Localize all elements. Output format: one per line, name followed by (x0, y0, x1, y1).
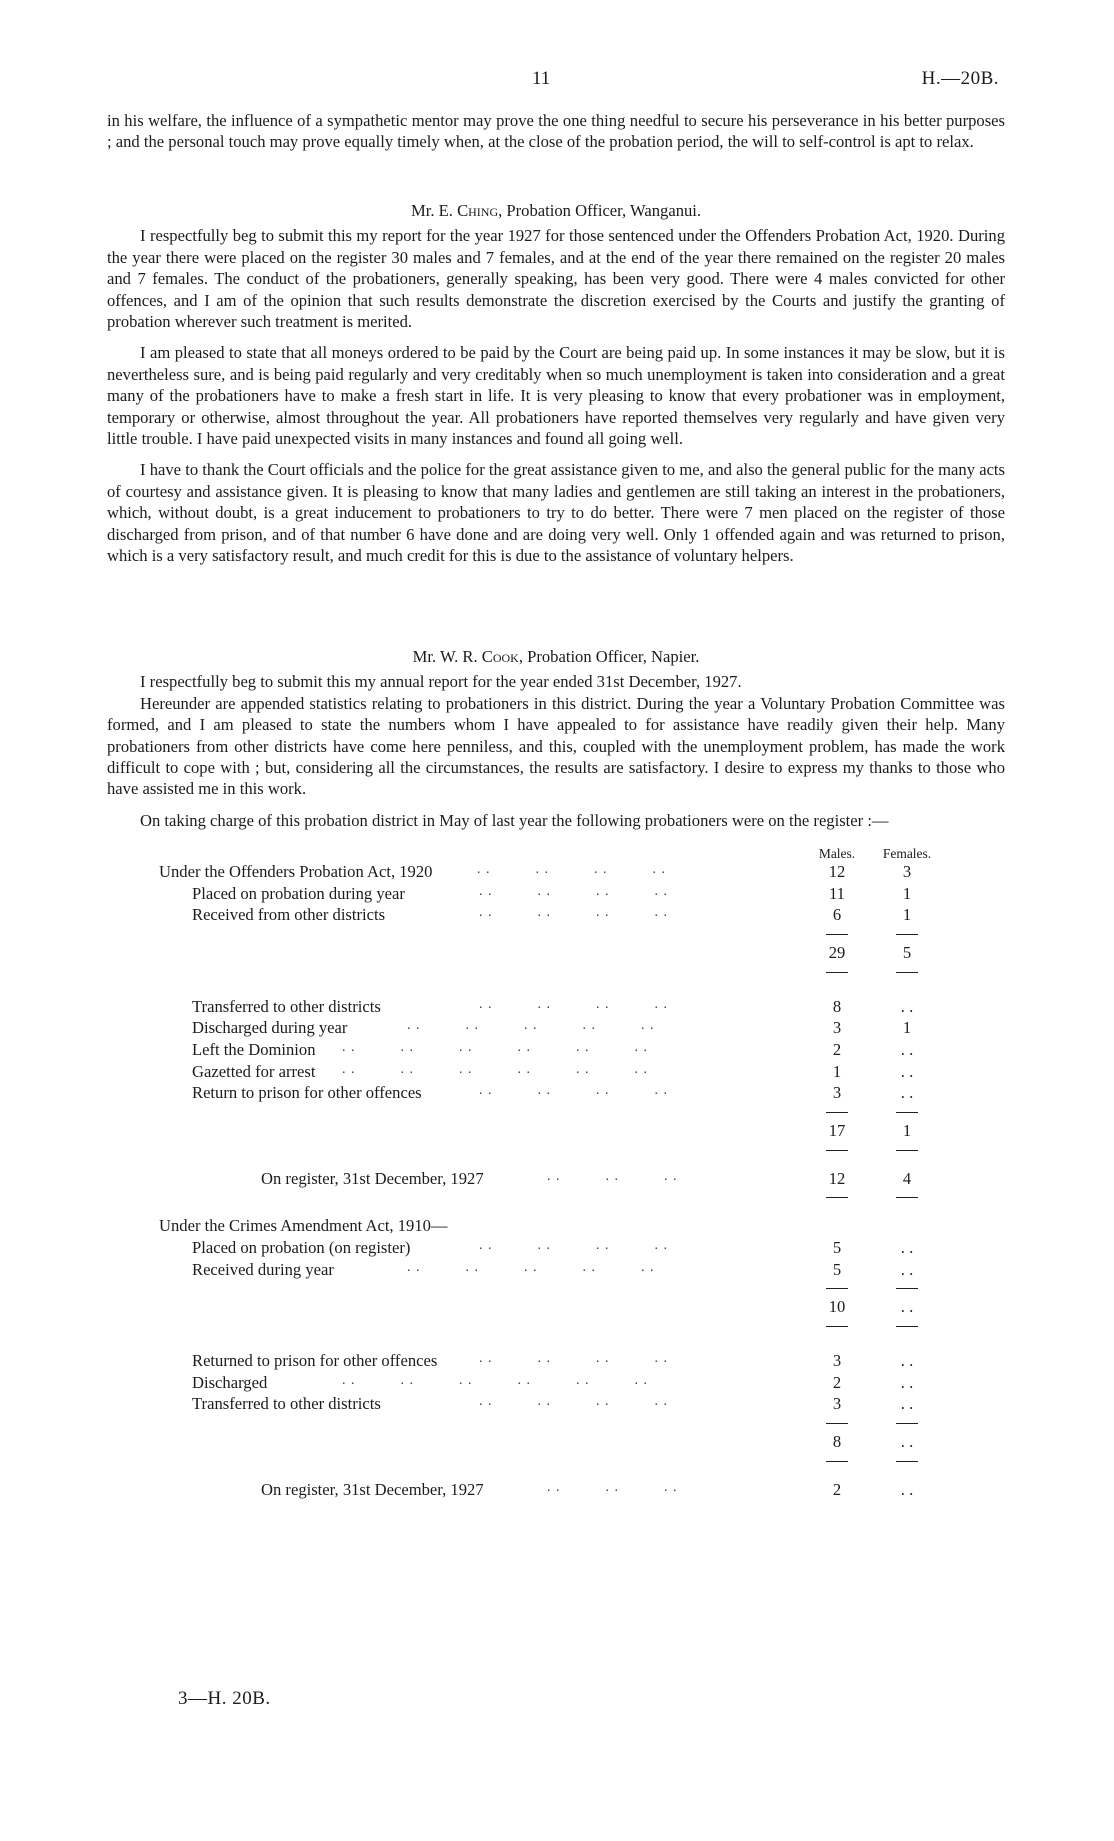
column-header-males: Males. (818, 846, 856, 861)
table-row: Return to prison for other offences . . . . . . . . 3 . . (192, 1083, 914, 1103)
cook-paragraph-1: I respectfully beg to submit this my annual report for the year ended 31st December, 1927. (140, 672, 742, 692)
cook-report (107, 646, 1005, 841)
table-row: Returned to prison for other offences . . . . . . . . 3 . . (192, 1351, 914, 1371)
table-row: Discharged . . . . . . . . . . . . 2 . . (192, 1372, 914, 1392)
table-row: Gazetted for arrest . . . . . . . . . . . . 1 . . (192, 1061, 914, 1081)
subtotal-row: 8 . . (832, 1431, 914, 1451)
text-block-top (107, 110, 1005, 163)
cook-heading: Mr. W. R. Cook, Probation Officer, Napier. (412, 647, 700, 666)
ching-heading: Mr. E. Ching, Probation Officer, Wanganui. (410, 201, 702, 220)
table-row: Transferred to other districts . . . . . . . . 3 . . (192, 1394, 914, 1414)
table-row: Under the Crimes Amendment Act, 1910— (159, 1216, 448, 1236)
ching-paragraph-1: I respectfully beg to submit this my report for the year 1927 for those sentenced under the Offenders Probation Act, 1920. During the year there were placed on the register 30 males and 7 females, and at the end of the year there remained on the register 20 males and 7 females. The conduct of the probationers, generally speaking, has been very good. There were 4 males convicted for other offences, and I am of the opinion that such results demonstrate the discretion exercised by the Courts and justify the granting of probation wherever such treatment is merited. (107, 226, 1005, 332)
table-row: Left the Dominion . . . . . . . . . . . . 2 . . (192, 1039, 914, 1059)
table-row: Under the Offenders Probation Act, 1920 . . . . . . . . 12 3 (159, 862, 912, 881)
statistics-table (107, 846, 1005, 1502)
table-row: Discharged during year . . . . . . . . . . 3 1 (192, 1018, 912, 1038)
table-row: Placed on probation during year . . . . . . . . 11 1 (192, 883, 912, 903)
ching-report (107, 200, 1005, 577)
page-number: 11 (532, 68, 551, 89)
cook-paragraph-3: On taking charge of this probation district in May of last year the following probationers were on the register :— (140, 810, 889, 830)
ching-paragraph-3: I have to thank the Court officials and the police for the great assistance given to me, and also the general public for the many acts of courtesy and assistance given. It is pleasing to know that many ladies and gentlemen are still taking an interest in the probationers, which, without doubt, is a great inducement to probationers to try to do better. There were 7 men placed on the register of those discharged from prison, and of that number 6 have done and are doing very well. Only 1 offended again and was returned to prison, which is a very satisfactory result, and much credit for this is due to the assistance of voluntary helpers. (107, 460, 1005, 566)
page-header (0, 68, 1114, 98)
column-header-females: Females. (882, 846, 932, 861)
table-row: Transferred to other districts . . . . . . . . 8 . . (192, 996, 914, 1016)
ching-paragraph-2: I am pleased to state that all moneys ordered to be paid by the Court are being paid up. In some instances it may be slow, but it is nevertheless sure, and is being paid regularly and very creditably when so much unemployment is taken into consideration and a great many of the probationers have to make a fresh start in life. It is very pleasing to know that every probationer was in employment, temporary or otherwise, almost throughout the year. All probationers have reported themselves very regularly and have given very little trouble. I have paid unexpected visits in many instances and found all going well. (107, 343, 1005, 449)
table-row: Placed on probation (on register) . . . . . . . . 5 . . (192, 1237, 914, 1257)
total-row: On register, 31st December, 1927 . . . . . . 12 4 (261, 1168, 912, 1188)
footer-reference: 3—H. 20B. (178, 1688, 271, 1709)
intro-paragraph: in his welfare, the influence of a sympathetic mentor may prove the one thing needful to secure his perseverance in his better purposes ; and the personal touch may prove equally timely when, at the close of the probation period, the will to self-control is apt to relax. (107, 111, 1005, 152)
subtotal-row: 10 . . (828, 1297, 914, 1317)
table-row: Received during year . . . . . . . . . . 5 . . (192, 1259, 914, 1279)
document-reference: H.—20B. (921, 68, 999, 89)
total-row: On register, 31st December, 1927 . . . . . . 2 . . (261, 1479, 914, 1499)
subtotal-row: 17 1 (828, 1120, 912, 1140)
subtotal-row: 29 5 (828, 942, 912, 962)
cook-paragraph-2: Hereunder are appended statistics relating to probationers in this district. During the year a Voluntary Probation Committee was formed, and I am pleased to state the numbers whom I have appealed to for assistance have readily given their help. Many probationers from other districts have come here penniless, and this, coupled with the unemployment problem, has made the work difficult to cope with ; but, considering all the circumstances, the results are satisfactory. I desire to express my thanks to those who have assisted me in this work. (107, 693, 1005, 799)
table-row: Received from other districts . . . . . . . . 6 1 (192, 905, 912, 925)
